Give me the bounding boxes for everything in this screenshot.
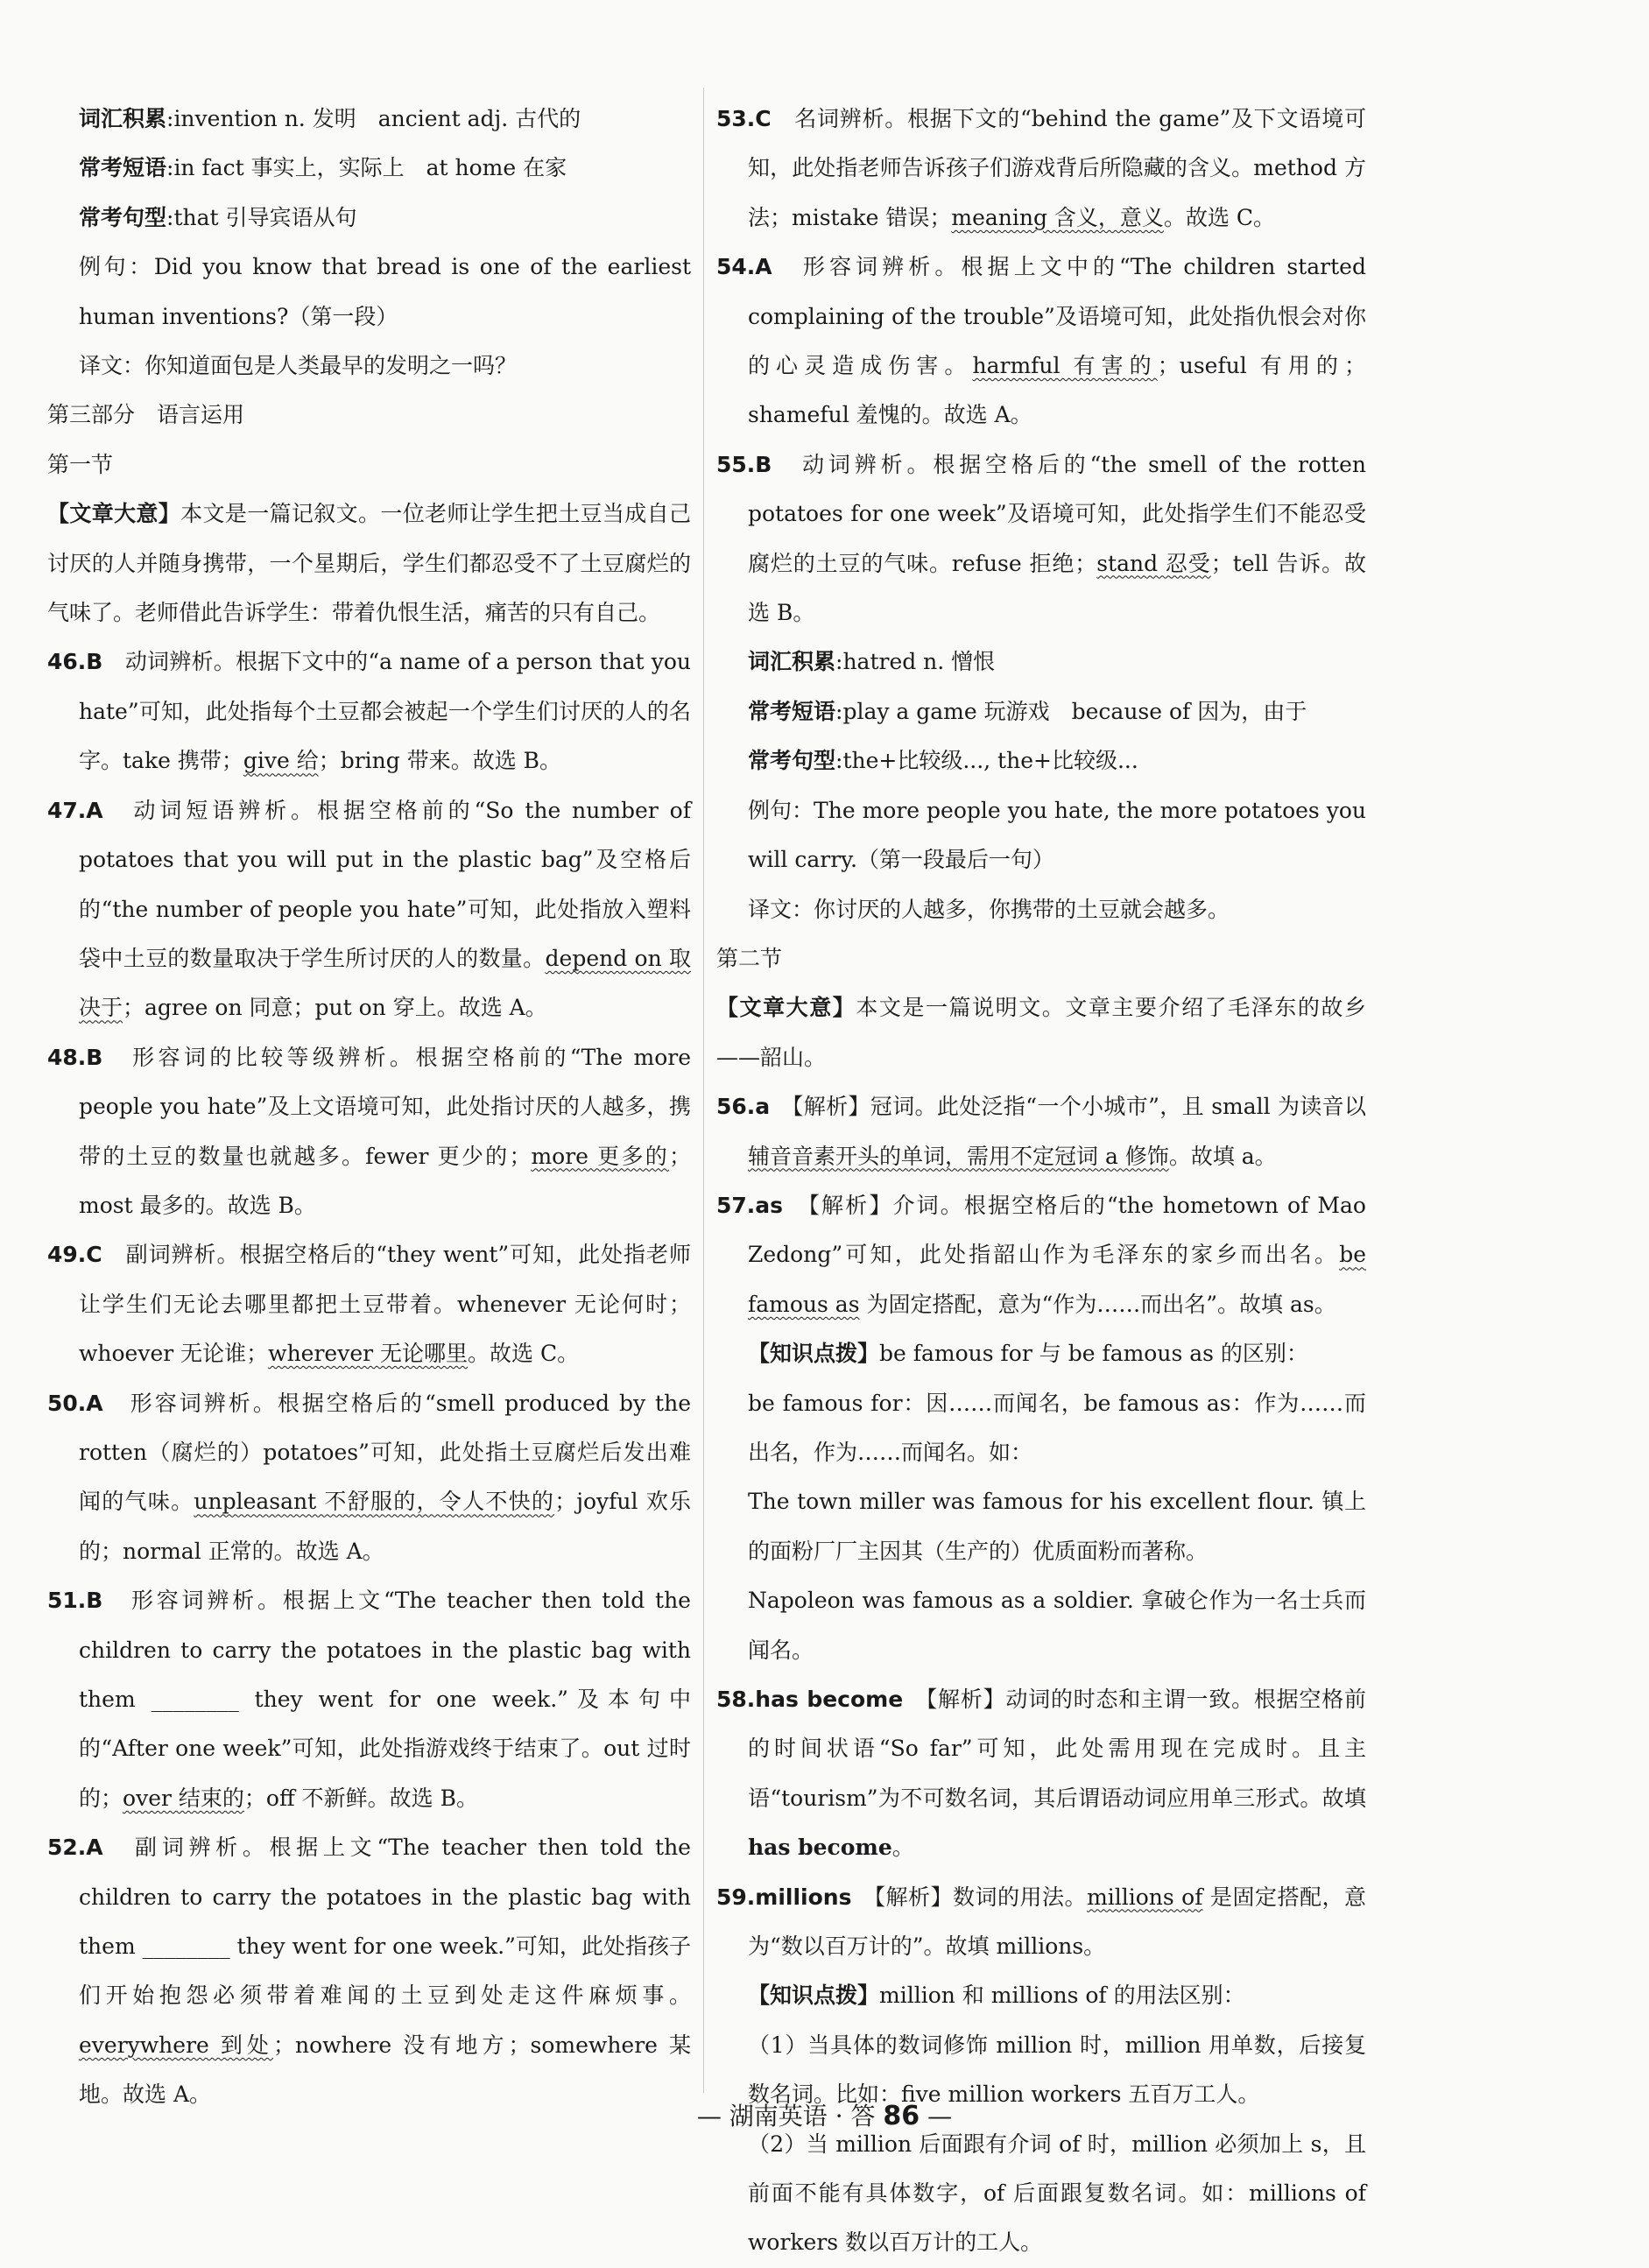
sentence-line: 常考句型:the+比较级..., the+比较级...	[748, 748, 1138, 774]
knowledge-tip: 【知识点拨】be famous for 与 be famous as 的区别：	[748, 1341, 1308, 1367]
translation: 译文：你讨厌的人越多，你携带的土豆就会越多。	[748, 896, 1230, 922]
section-heading: 第一节	[47, 451, 114, 477]
answer-54: 54.A 形容词辨析。根据上文中的“The children started complaining of the trouble”及语境可知，此处指仇恨会对你的心灵造成伤害。harmful 有害的；useful 有用的；shameful 羞愧的。故选 A。	[716, 254, 1366, 428]
answer-46: 46.B 动词辨析。根据下文中的“a name of a person that you hate”可知，此处指每个土豆都会被起一个学生们讨厌的人的名字。take 携带；give 给；bring 带来。故选 B。	[47, 649, 691, 774]
example-sentence: 例句：Did you know that bread is one of the earliest human inventions?（第一段）	[79, 254, 691, 329]
article-summary: 【文章大意】本文是一篇说明文。文章主要介绍了毛泽东的故乡——韶山。	[716, 995, 1366, 1070]
sentence-line: 常考句型:that 引导宾语从句	[79, 204, 357, 230]
answer-57: 57.as 【解析】介词。根据空格后的“the hometown of Mao Zedong”可知，此处指韶山作为毛泽东的家乡而出名。be famous as 为固定搭配，意为“作为……而出名”。故填 as。	[716, 1192, 1366, 1317]
phrase-line: 常考短语:in fact 事实上，实际上 at home 在家	[79, 155, 567, 181]
answer-56: 56.a 【解析】冠词。此处泛指“一个小城市”，且 small 为读音以辅音音素开头的单词，需用不定冠词 a 修饰。故填 a。	[716, 1094, 1366, 1169]
knowledge-tip-body: be famous for：因……而闻名，be famous as：作为……而出名，作为……而闻名。如：	[748, 1390, 1366, 1465]
knowledge-tip-example: The town miller was famous for his excellent flour. 镇上的面粉厂厂主因其（生产的）优质面粉而著称。	[748, 1489, 1366, 1564]
right-column	[716, 95, 1366, 2268]
part-heading: 第三部分 语言运用	[47, 402, 245, 428]
answer-59: 59.millions 【解析】数词的用法。millions of 是固定搭配，意为“数以百万计的”。故填 millions。	[716, 1884, 1366, 1960]
answer-58: 58.has become 【解析】动词的时态和主谓一致。根据空格前的时间状语“So far”可知，此处需用现在完成时。且主语“tourism”为不可数名词，其后谓语动词应用单三形式。故填has become。	[716, 1687, 1366, 1861]
footer-dash: —	[927, 2102, 953, 2131]
footer-text: — 湖南英语 · 答	[696, 2102, 876, 2131]
answer-48: 48.B 形容词的比较等级辨析。根据空格前的“The more people you hate”及上文语境可知，此处指讨厌的人越多，携带的土豆的数量也就越多。fewer 更少的；more 更多的；most 最多的。故选 B。	[47, 1044, 691, 1218]
vocab-line: 词汇积累:invention n. 发明 ancient adj. 古代的	[79, 106, 581, 131]
answer-49: 49.C 副词辨析。根据空格后的“they went”可知，此处指老师让学生们无论去哪里都把土豆带着。whenever 无论何时；whoever 无论谁；wherever 无论哪里。故选 C。	[47, 1242, 691, 1367]
knowledge-tip: 【知识点拨】million 和 millions of 的用法区别：	[748, 1983, 1245, 2009]
answer-50: 50.A 形容词辨析。根据空格后的“smell produced by the rotten（腐烂的）potatoes”可知，此处指土豆腐烂后发出难闻的气味。unpleasant 不舒服的，令人不快的；joyful 欢乐的；normal 正常的。故选 A。	[47, 1390, 691, 1564]
phrase-line: 常考短语:play a game 玩游戏 because of 因为，由于	[748, 698, 1307, 724]
left-column	[47, 95, 691, 2120]
answer-53: 53.C 名词辨析。根据下文的“behind the game”及下文语境可知，此处指老师告诉孩子们游戏背后所隐藏的含义。method 方法；mistake 错误；meaning 含义，意义。故选 C。	[716, 106, 1366, 230]
answer-47: 47.A 动词短语辨析。根据空格前的“So the number of potatoes that you will put in the plastic bag”及空格后的“the number of people you hate”可知，此处指放入塑料袋中土豆的数量取决于学生所讨厌的人的数量。depend on 取决于；agree on 同意；put on 穿上。故选 A。	[47, 797, 691, 1021]
translation: 译文：你知道面包是人类最早的发明之一吗？	[79, 353, 518, 379]
answer-52: 52.A 副词辨析。根据上文“The teacher then told the children to carry the potatoes in the plastic bag with them ________ they went for one week.”可知，此处指孩子们开始抱怨必须带着难闻的土豆到处走这件麻烦事。everywhere 到处；nowhere 没有地方；somewhere 某地。故选 A。	[47, 1835, 691, 2108]
example-sentence: 例句：The more people you hate, the more potatoes you will carry.（第一段最后一句）	[748, 797, 1366, 873]
knowledge-tip-point-2: （2）当 million 后面跟有介词 of 时，million 必须加上 s，且前面不能有具体数字，of 后面跟复数名词。如：millions of workers 数以百万计的工人。	[748, 2131, 1366, 2256]
column-divider	[703, 88, 704, 2093]
vocab-line: 词汇积累:hatred n. 憎恨	[748, 649, 996, 675]
knowledge-tip-point-1: （1）当具体的数词修饰 million 时，million 用单数，后接复数名词。比如：five million workers 五百万工人。	[748, 2032, 1366, 2108]
article-summary: 【文章大意】本文是一篇记叙文。一位老师让学生把土豆当成自己讨厌的人并随身携带，一个星期后，学生们都忍受不了土豆腐烂的气味了。老师借此告诉学生：带着仇恨生活，痛苦的只有自己。	[47, 501, 691, 626]
page-number: 86	[883, 2101, 920, 2131]
answer-51: 51.B 形容词辨析。根据上文“The teacher then told the children to carry the potatoes in the plastic bag with them ________ they went for one week.”及本句中的“After one week”可知，此处指游戏终于结束了。out 过时的；over 结束的；off 不新鲜。故选 B。	[47, 1588, 691, 1811]
knowledge-tip-example: Napoleon was famous as a soldier. 拿破仑作为一名士兵而闻名。	[748, 1588, 1366, 1663]
answer-55: 55.B 动词辨析。根据空格后的“the smell of the rotten potatoes for one week”及语境可知，此处指学生们不能忍受腐烂的土豆的气味。refuse 拒绝；stand 忍受；tell 告诉。故选 B。	[716, 451, 1366, 626]
page-footer	[0, 2097, 1649, 2132]
section-heading: 第二节	[716, 945, 783, 971]
